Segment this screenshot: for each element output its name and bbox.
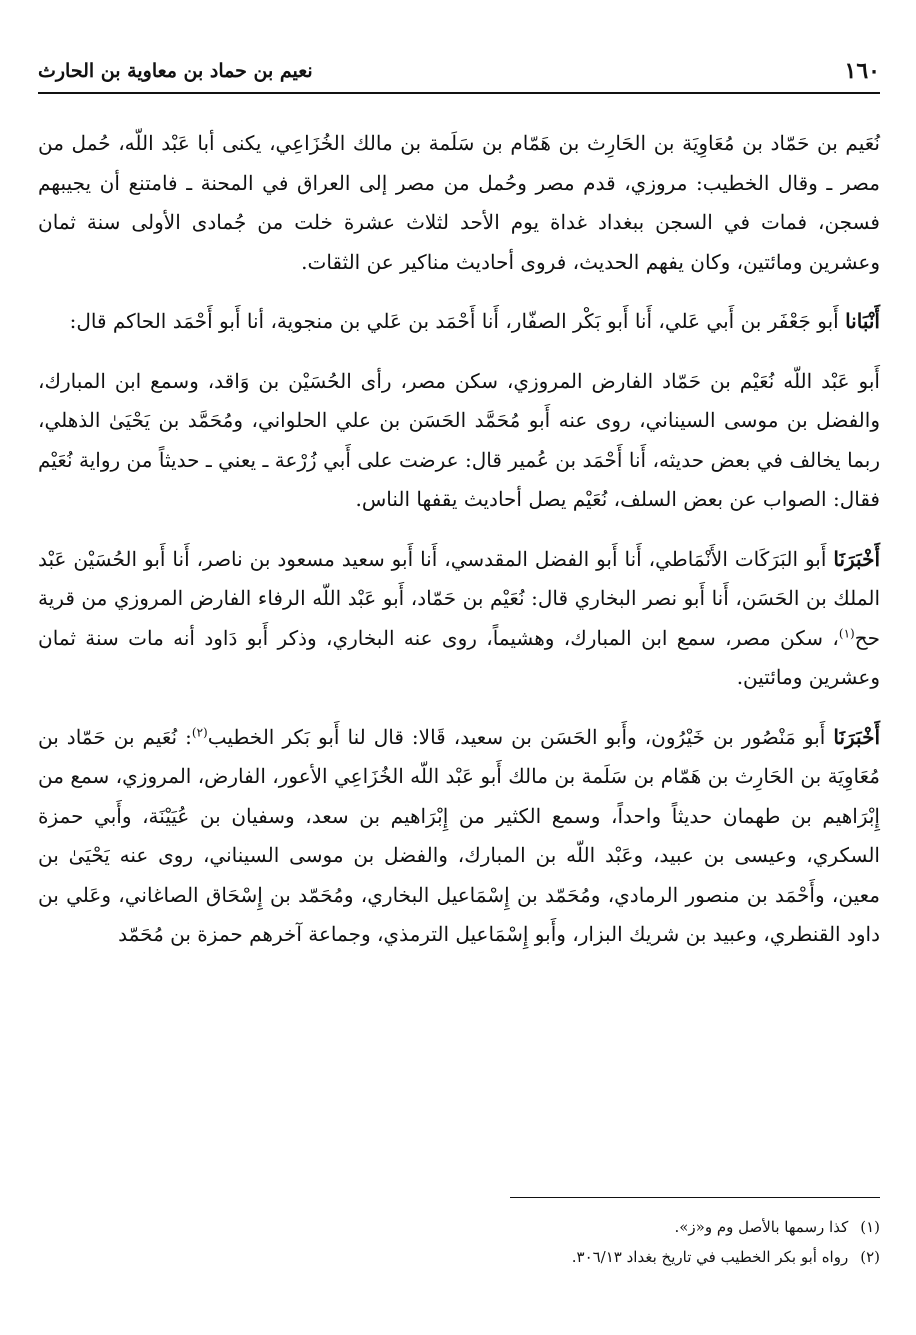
- paragraph-4: [38, 540, 880, 698]
- paragraph-1: [38, 124, 880, 282]
- footnote-1: [38, 1212, 880, 1242]
- paragraph-text: نُعَيم بن حَمّاد بن مُعَاوِيَة بن الحَارِث بن هَمّام بن سَلَمة بن مالك الخُزَاعِي، يكنى أبا عَبْد اللّه، حُمل من مصر ـ وقال الخطيب: مروزي، قدم مصر وحُمل من مصر إلى العراق في المحنة ـ فامتنع أن يجيبهم فسجن، فمات في السجن ببغداد غداة يوم الأحد لثلاث عشرة خلت من جُمادى الأولى سنة ثمان وعشرين ومائتين، وكان يفهم الحديث، فروى أحاديث مناكير عن الثقات.: [38, 131, 880, 274]
- paragraph-lead: أَخْبَرَنَا: [833, 724, 880, 749]
- body-text: [38, 124, 880, 955]
- footnote-text: كذا رسمها بالأصل وم و«ز».: [674, 1218, 849, 1236]
- page-number: ١٦٠: [844, 58, 880, 84]
- paragraph-text: : نُعَيم بن حَمّاد بن مُعَاوِيَة بن الحَارِث بن هَمّام بن سَلَمة بن مالك أَبو عَبْد اللّه الخُزَاعِي الأعور، الفارض، المروزي، سمع من إِبْرَاهيم بن طهمان حديثاً واحداً، وسمع الكثير من إِبْرَاهيم بن سعد، وسفيان بن عُيَيْنَة، وأَبي حمزة السكري، وعيسى بن عبيد، وعَبْد اللّه بن المبارك، والفضل بن موسى السيناني، روى عنه يَحْيَىٰ بن معين، وأَحْمَد بن منصور الرمادي، ومُحَمّد بن إِسْمَاعيل البخاري، ومُحَمّد بن إِسْحَاق الصاغاني، وعَلي بن داود القنطري، وعبيد بن شريك البزار، وأَبو إِسْمَاعيل الترمذي، وجماعة آخرهم حمزة بن مُحَمّد: [38, 724, 880, 946]
- footnote-divider: [510, 1197, 880, 1198]
- footnote-2: [38, 1242, 880, 1272]
- paragraph-5: [38, 718, 880, 955]
- book-page: [38, 52, 880, 1312]
- paragraph-text: أَبو عَبْد اللّه نُعَيْم بن حَمّاد الفارض المروزي، سكن مصر، رأى الحُسَيْن بن وَاقد، وسمع ابن المبارك، والفضل بن موسى السيناني، روى عنه أَبو مُحَمَّد الحَسَن بن علي الحلواني، ومُحَمَّد بن يَحْيَىٰ الذهلي، ربما يخالف في بعض حديثه، أَنا أَحْمَد بن عُمير قال: عرضت على أَبي زُرْعة ـ يعني ـ حديثاً من رواية نُعَيْم فقال: الصواب عن بعض السلف، نُعَيْم يصل أحاديث يقفها الناس.: [38, 368, 880, 511]
- footnote-reference[interactable]: (١): [838, 625, 855, 640]
- paragraph-lead: أَنْبَانا: [845, 309, 880, 333]
- paragraph-3: [38, 362, 880, 520]
- paragraph-2: [38, 302, 880, 342]
- running-head-title: نعيم بن حماد بن معاوية بن الحارث: [38, 60, 313, 82]
- paragraph-text: أَبو مَنْصُور بن خَيْرُون، وأَبو الحَسَن بن سعيد، قَالا: قال لنا أَبو بَكر الخطيب: [207, 724, 826, 749]
- footnote-text: رواه أبو بكر الخطيب في تاريخ بغداد ٣٠٦/١٣.: [571, 1248, 849, 1266]
- footnote-reference[interactable]: (٢): [191, 724, 208, 739]
- footnotes: [38, 1212, 880, 1272]
- running-head: [38, 52, 880, 94]
- paragraph-text: أَبو البَرَكَات الأَنْمَاطي، أَنا أَبو الفضل المقدسي، أَنا أَبو سعيد مسعود بن ناصر، أَنا أَبو الحُسَيْن عَبْد الملك بن الحَسَن، أَنا أَبو نصر البخاري قال: نُعَيْم بن حَمّاد، أَبو عَبْد اللّه الرفاء الفارض المروزي من قرية حح: [38, 546, 880, 650]
- paragraph-text: أَبو جَعْفَر بن أَبي عَلي، أَنا أَبو بَكْر الصفّار، أَنا أَحْمَد بن عَلي بن منجوية، أنا أَبو أَحْمَد الحاكم قال:: [69, 309, 839, 333]
- footnote-number: (١): [860, 1218, 880, 1236]
- paragraph-lead: أَخْبَرَنَا: [833, 546, 881, 571]
- paragraph-text: ، سكن مصر، سمع ابن المبارك، وهشيماً، روى عنه البخاري، وذكر أَبو دَاود أنه مات سنة ثمان وعشرين ومائتين.: [38, 625, 880, 689]
- footnote-number: (٢): [860, 1248, 880, 1266]
